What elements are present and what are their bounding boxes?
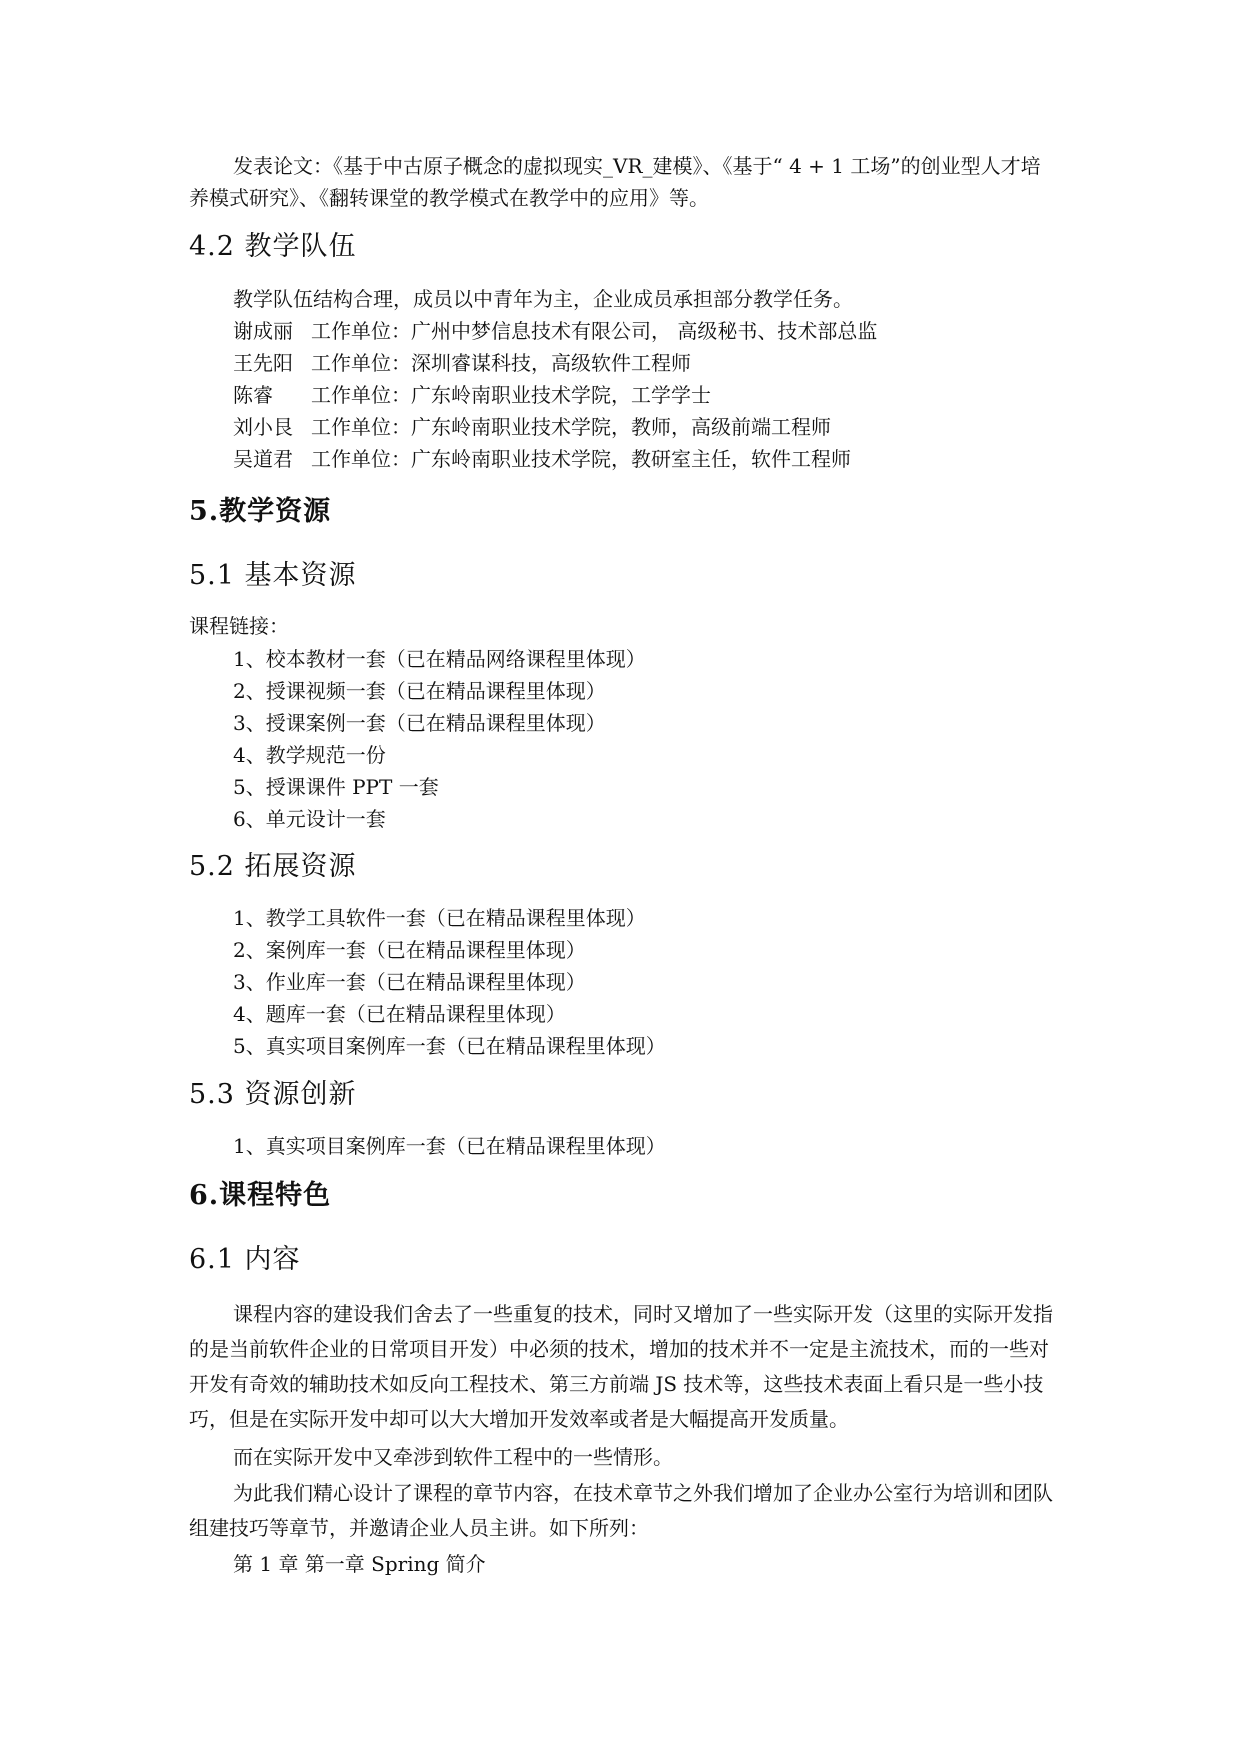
member-detail: 工作单位：广东岭南职业技术学院，工学学士 xyxy=(311,383,711,407)
member-detail: 工作单位：广东岭南职业技术学院，教研室主任，软件工程师 xyxy=(311,447,851,471)
heading-5-3: 5.3 资源创新 xyxy=(189,1079,357,1110)
member-detail: 工作单位：广州中梦信息技术有限公司， 高级秘书、技术部总监 xyxy=(311,319,878,343)
list-item: 1、真实项目案例库一套（已在精品课程里体现） xyxy=(233,1134,666,1158)
member-name: 谢成丽 xyxy=(233,319,293,343)
member-name: 刘小艮 xyxy=(233,415,293,439)
course-links-label: 课程链接： xyxy=(189,614,289,638)
list-item: 4、教学规范一份 xyxy=(233,743,386,767)
team-member-row xyxy=(233,347,691,379)
team-summary: 教学队伍结构合理，成员以中青年为主，企业成员承担部分教学任务。 xyxy=(233,287,853,311)
team-member-row xyxy=(233,315,877,347)
heading-6-1: 6.1 内容 xyxy=(189,1244,301,1275)
heading-5-2: 5.2 拓展资源 xyxy=(189,851,357,882)
content-paragraph-1: 课程内容的建设我们舍去了一些重复的技术，同时又增加了一些实际开发（这里的实际开发指的是当前软件企业的日常项目开发）中必须的技术，增加的技术并不一定是主流技术，而的一些对开发有奇效的辅助技术如反向工程技术、第三方前端 JS 技术等，这些技术表面上看只是一些小技巧，但是在实际开发中却可以大大增加开发效率或者是大幅提高开发质量。 xyxy=(189,1302,1053,1431)
list-item: 1、教学工具软件一套（已在精品课程里体现） xyxy=(233,906,646,930)
content-paragraph-2: 而在实际开发中又牵涉到软件工程中的一些情形。 xyxy=(233,1445,673,1469)
list-item: 2、授课视频一套（已在精品课程里体现） xyxy=(233,679,606,703)
list-item: 4、题库一套（已在精品课程里体现） xyxy=(233,1002,566,1026)
heading-6: 6.课程特色 xyxy=(189,1180,332,1211)
chapter-line: 第 1 章 第一章 Spring 简介 xyxy=(233,1552,486,1576)
list-item: 5、真实项目案例库一套（已在精品课程里体现） xyxy=(233,1034,666,1058)
team-member-row xyxy=(233,443,851,475)
list-item: 5、授课课件 PPT 一套 xyxy=(233,775,439,799)
list-item: 3、授课案例一套（已在精品课程里体现） xyxy=(233,711,606,735)
member-detail: 工作单位：广东岭南职业技术学院，教师，高级前端工程师 xyxy=(311,415,831,439)
content-paragraph-3: 为此我们精心设计了课程的章节内容，在技术章节之外我们增加了企业办公室行为培训和团队组建技巧等章节，并邀请企业人员主讲。如下所列： xyxy=(189,1481,1053,1540)
member-name: 陈睿 xyxy=(233,383,273,407)
list-item: 6、单元设计一套 xyxy=(233,807,386,831)
heading-5: 5.教学资源 xyxy=(189,496,332,527)
heading-5-1: 5.1 基本资源 xyxy=(189,560,357,591)
intro-paragraph: 发表论文：《基于中古原子概念的虚拟现实_VR_建模》、《基于“ 4 + 1 工场”的创业型人才培养模式研究》、《翻转课堂的教学模式在教学中的应用》等。 xyxy=(189,154,1041,210)
member-detail: 工作单位：深圳睿谋科技，高级软件工程师 xyxy=(311,351,691,375)
member-name: 吴道君 xyxy=(233,447,293,471)
team-member-row xyxy=(233,379,711,411)
member-name: 王先阳 xyxy=(233,351,293,375)
list-item: 2、案例库一套（已在精品课程里体现） xyxy=(233,938,586,962)
team-member-row xyxy=(233,411,831,443)
heading-4-2: 4.2 教学队伍 xyxy=(189,231,357,262)
list-item: 3、作业库一套（已在精品课程里体现） xyxy=(233,970,586,994)
list-item: 1、校本教材一套（已在精品网络课程里体现） xyxy=(233,647,646,671)
